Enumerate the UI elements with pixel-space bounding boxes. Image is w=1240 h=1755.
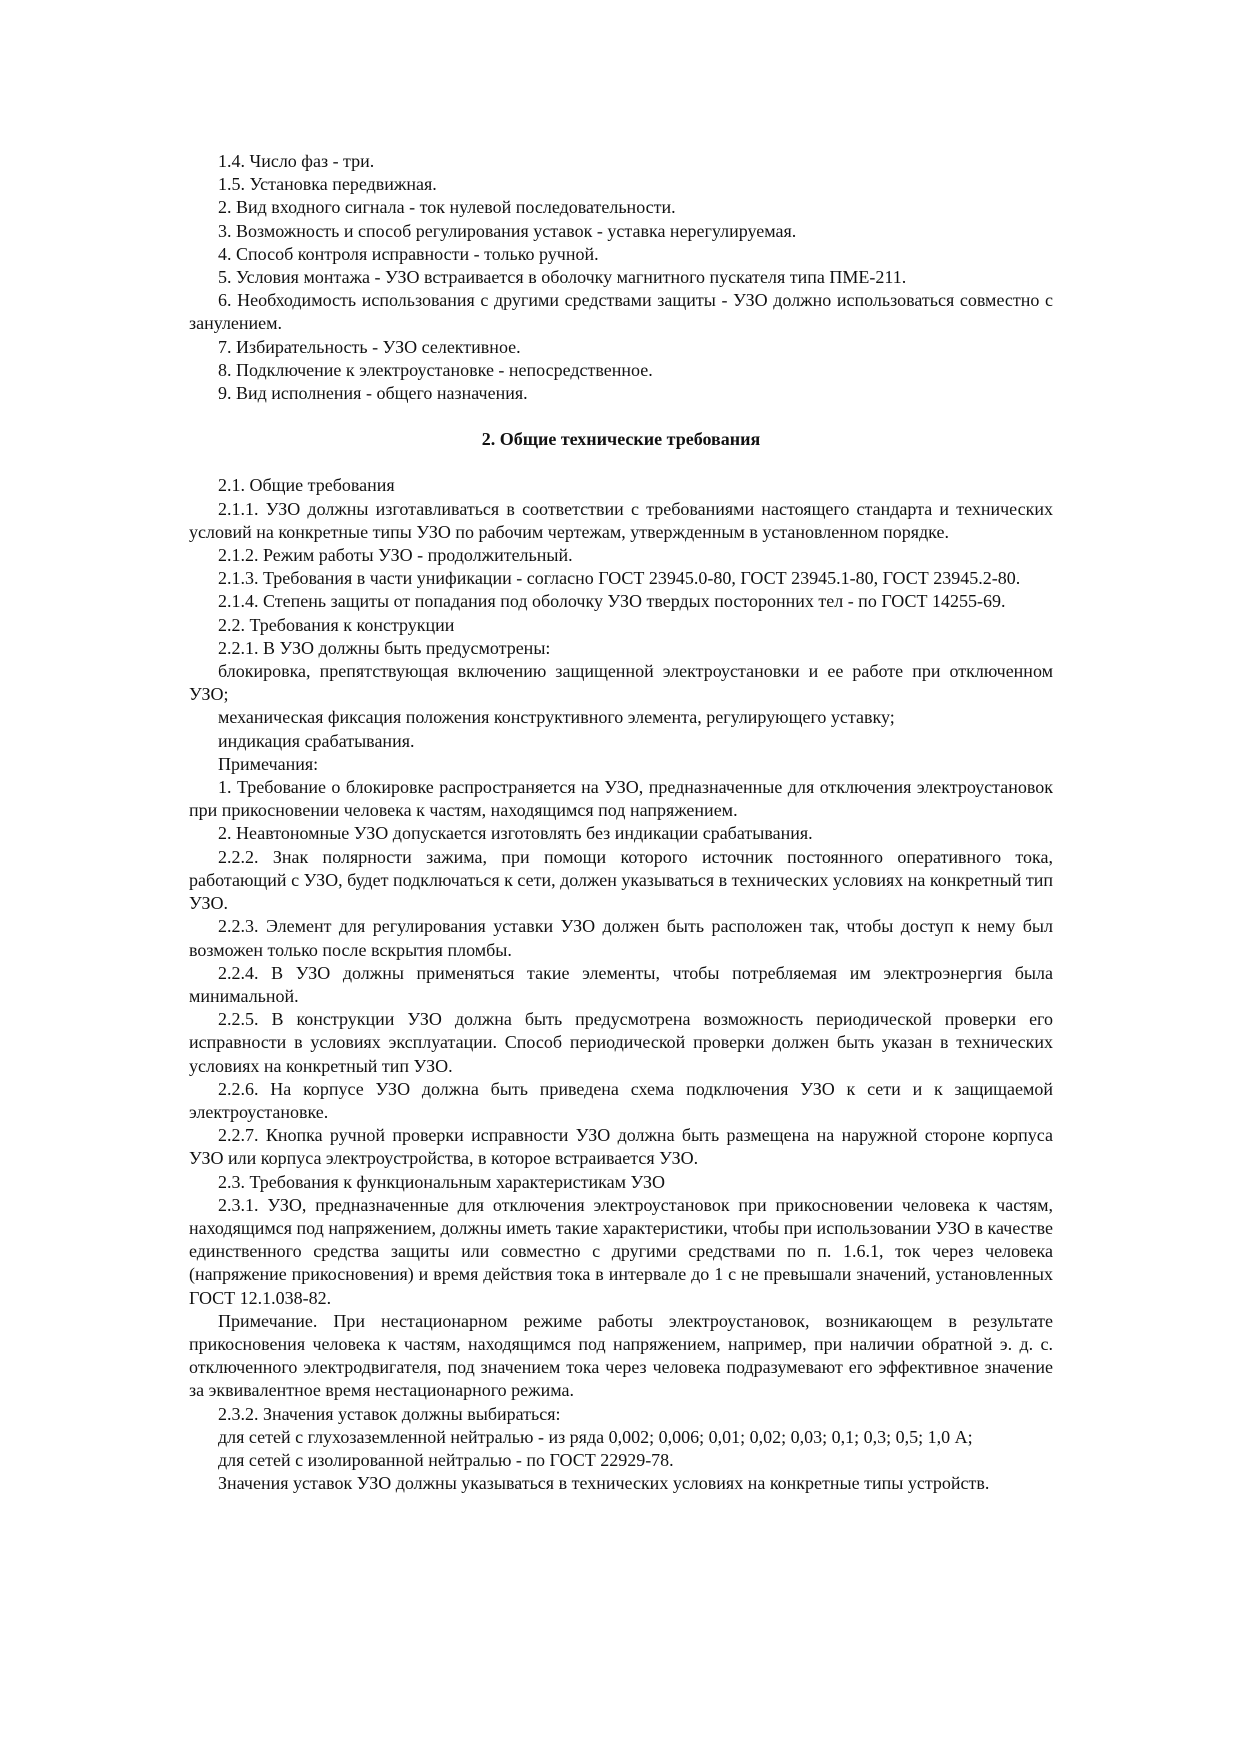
- paragraph: 9. Вид исполнения - общего назначения.: [218, 383, 528, 404]
- paragraph: 5. Условия монтажа - УЗО встраивается в оболочку магнитного пускателя типа ПМЕ-211.: [218, 267, 907, 288]
- section-heading: 2. Общие технические требования: [481, 429, 761, 450]
- paragraph: 2.1.1. УЗО должны изготавливаться в соответствии с требованиями настоящего стандарта и технических условий на конкретные типы УЗО по рабочим чертежам, утвержденным в установленном порядке.: [189, 498, 1053, 542]
- paragraph: 2. Неавтономные УЗО допускается изготовлять без индикации срабатывания.: [218, 823, 813, 844]
- paragraph: 1.4. Число фаз - три.: [218, 151, 375, 171]
- paragraph: 4. Способ контроля исправности - только ручной.: [218, 243, 599, 264]
- paragraph: 2.2.5. В конструкции УЗО должна быть предусмотрена возможность периодической проверки его исправности в условиях эксплуатации. Способ периодической проверки должен быть указан в технических условиях на конкретный тип УЗО.: [189, 1009, 1053, 1076]
- paragraph: 2.1.3. Требования в части унификации - согласно ГОСТ 23945.0-80, ГОСТ 23945.1-80, ГОСТ 23945.2-80.: [218, 568, 1021, 589]
- document-page: [189, 150, 1053, 1495]
- paragraph: 2.2.2. Знак полярности зажима, при помощи которого источник постоянного оперативного тока, работающий с УЗО, будет подключаться к сети, должен указываться в технических условиях на конкретный тип УЗО.: [189, 846, 1053, 914]
- paragraph: 3. Возможность и способ регулирования уставок - уставка нерегулируемая.: [218, 220, 797, 241]
- paragraph: 2.3.2. Значения уставок должны выбираться:: [218, 1403, 561, 1424]
- paragraph: 8. Подключение к электроустановке - непосредственное.: [218, 359, 653, 380]
- paragraph: 2.1.2. Режим работы УЗО - продолжительный.: [218, 545, 573, 566]
- paragraph: для сетей с глухозаземленной нейтралью - из ряда 0,002; 0,006; 0,01; 0,02; 0,03; 0,1; 0,3; 0,5; 1,0 А;: [218, 1426, 973, 1447]
- paragraph: 6. Необходимость использования с другими средствами защиты - УЗО должно использоваться совместно с занулением.: [189, 290, 1053, 334]
- paragraph: для сетей с изолированной нейтралью - по ГОСТ 22929-78.: [218, 1449, 674, 1470]
- paragraph: 2.2.1. В УЗО должны быть предусмотрены:: [218, 637, 551, 658]
- paragraph: 2.1.4. Степень защиты от попадания под оболочку УЗО твердых посторонних тел - по ГОСТ 14255-69.: [218, 591, 1006, 612]
- paragraph: 2. Вид входного сигнала - ток нулевой последовательности.: [218, 197, 676, 218]
- paragraph: 2.2. Требования к конструкции: [218, 614, 455, 635]
- paragraph: 2.3.1. УЗО, предназначенные для отключения электроустановок при прикосновении человека к частям, находящимся под напряжением, должны иметь такие характеристики, чтобы при использовании УЗО в качестве единственного средства защиты или совместно с другими средствами по п. 1.6.1, ток через человека (напряжение прикосновения) и время действия тока в интервале до 1 с не превышали значений, установленных ГОСТ 12.1.038-82.: [189, 1194, 1053, 1308]
- paragraph: механическая фиксация положения конструктивного элемента, регулирующего уставку;: [218, 707, 895, 728]
- paragraph: блокировка, препятствующая включению защищенной электроустановки и ее работе при отключенном УЗО;: [189, 661, 1053, 705]
- paragraph: Значения уставок УЗО должны указываться в технических условиях на конкретные типы устройств.: [218, 1473, 990, 1494]
- paragraph: 1. Требование о блокировке распространяется на УЗО, предназначенные для отключения электроустановок при прикосновении человека к частям, находящимся под напряжением.: [189, 777, 1053, 821]
- paragraph: 7. Избирательность - УЗО селективное.: [218, 336, 521, 357]
- paragraph: 2.2.3. Элемент для регулирования уставки УЗО должен быть расположен так, чтобы доступ к нему был возможен только после вскрытия пломбы.: [189, 916, 1053, 960]
- paragraph: 2.3. Требования к функциональным характеристикам УЗО: [218, 1171, 666, 1192]
- paragraph: индикация срабатывания.: [218, 730, 415, 751]
- paragraph: 2.2.7. Кнопка ручной проверки исправности УЗО должна быть размещена на наружной стороне корпуса УЗО или корпуса электроустройства, в которое встраивается УЗО.: [189, 1125, 1053, 1169]
- paragraph: 2.2.6. На корпусе УЗО должна быть приведена схема подключения УЗО к сети и к защищаемой электроустановке.: [189, 1078, 1053, 1122]
- paragraph: 2.1. Общие требования: [218, 475, 395, 496]
- paragraph: Примечание. При нестационарном режиме работы электроустановок, возникающем в результате прикосновения человека к частям, находящимся под напряжением, например, при наличии обратной э. д. с. отключенного электродвигателя, под значением тока через человека подразумевают его эффективное значение за эквивалентное время нестационарного режима.: [189, 1310, 1053, 1401]
- paragraph: 2.2.4. В УЗО должны применяться такие элементы, чтобы потребляемая им электроэнергия была минимальной.: [189, 962, 1053, 1006]
- paragraph: Примечания:: [218, 753, 319, 774]
- paragraph: 1.5. Установка передвижная.: [218, 174, 437, 195]
